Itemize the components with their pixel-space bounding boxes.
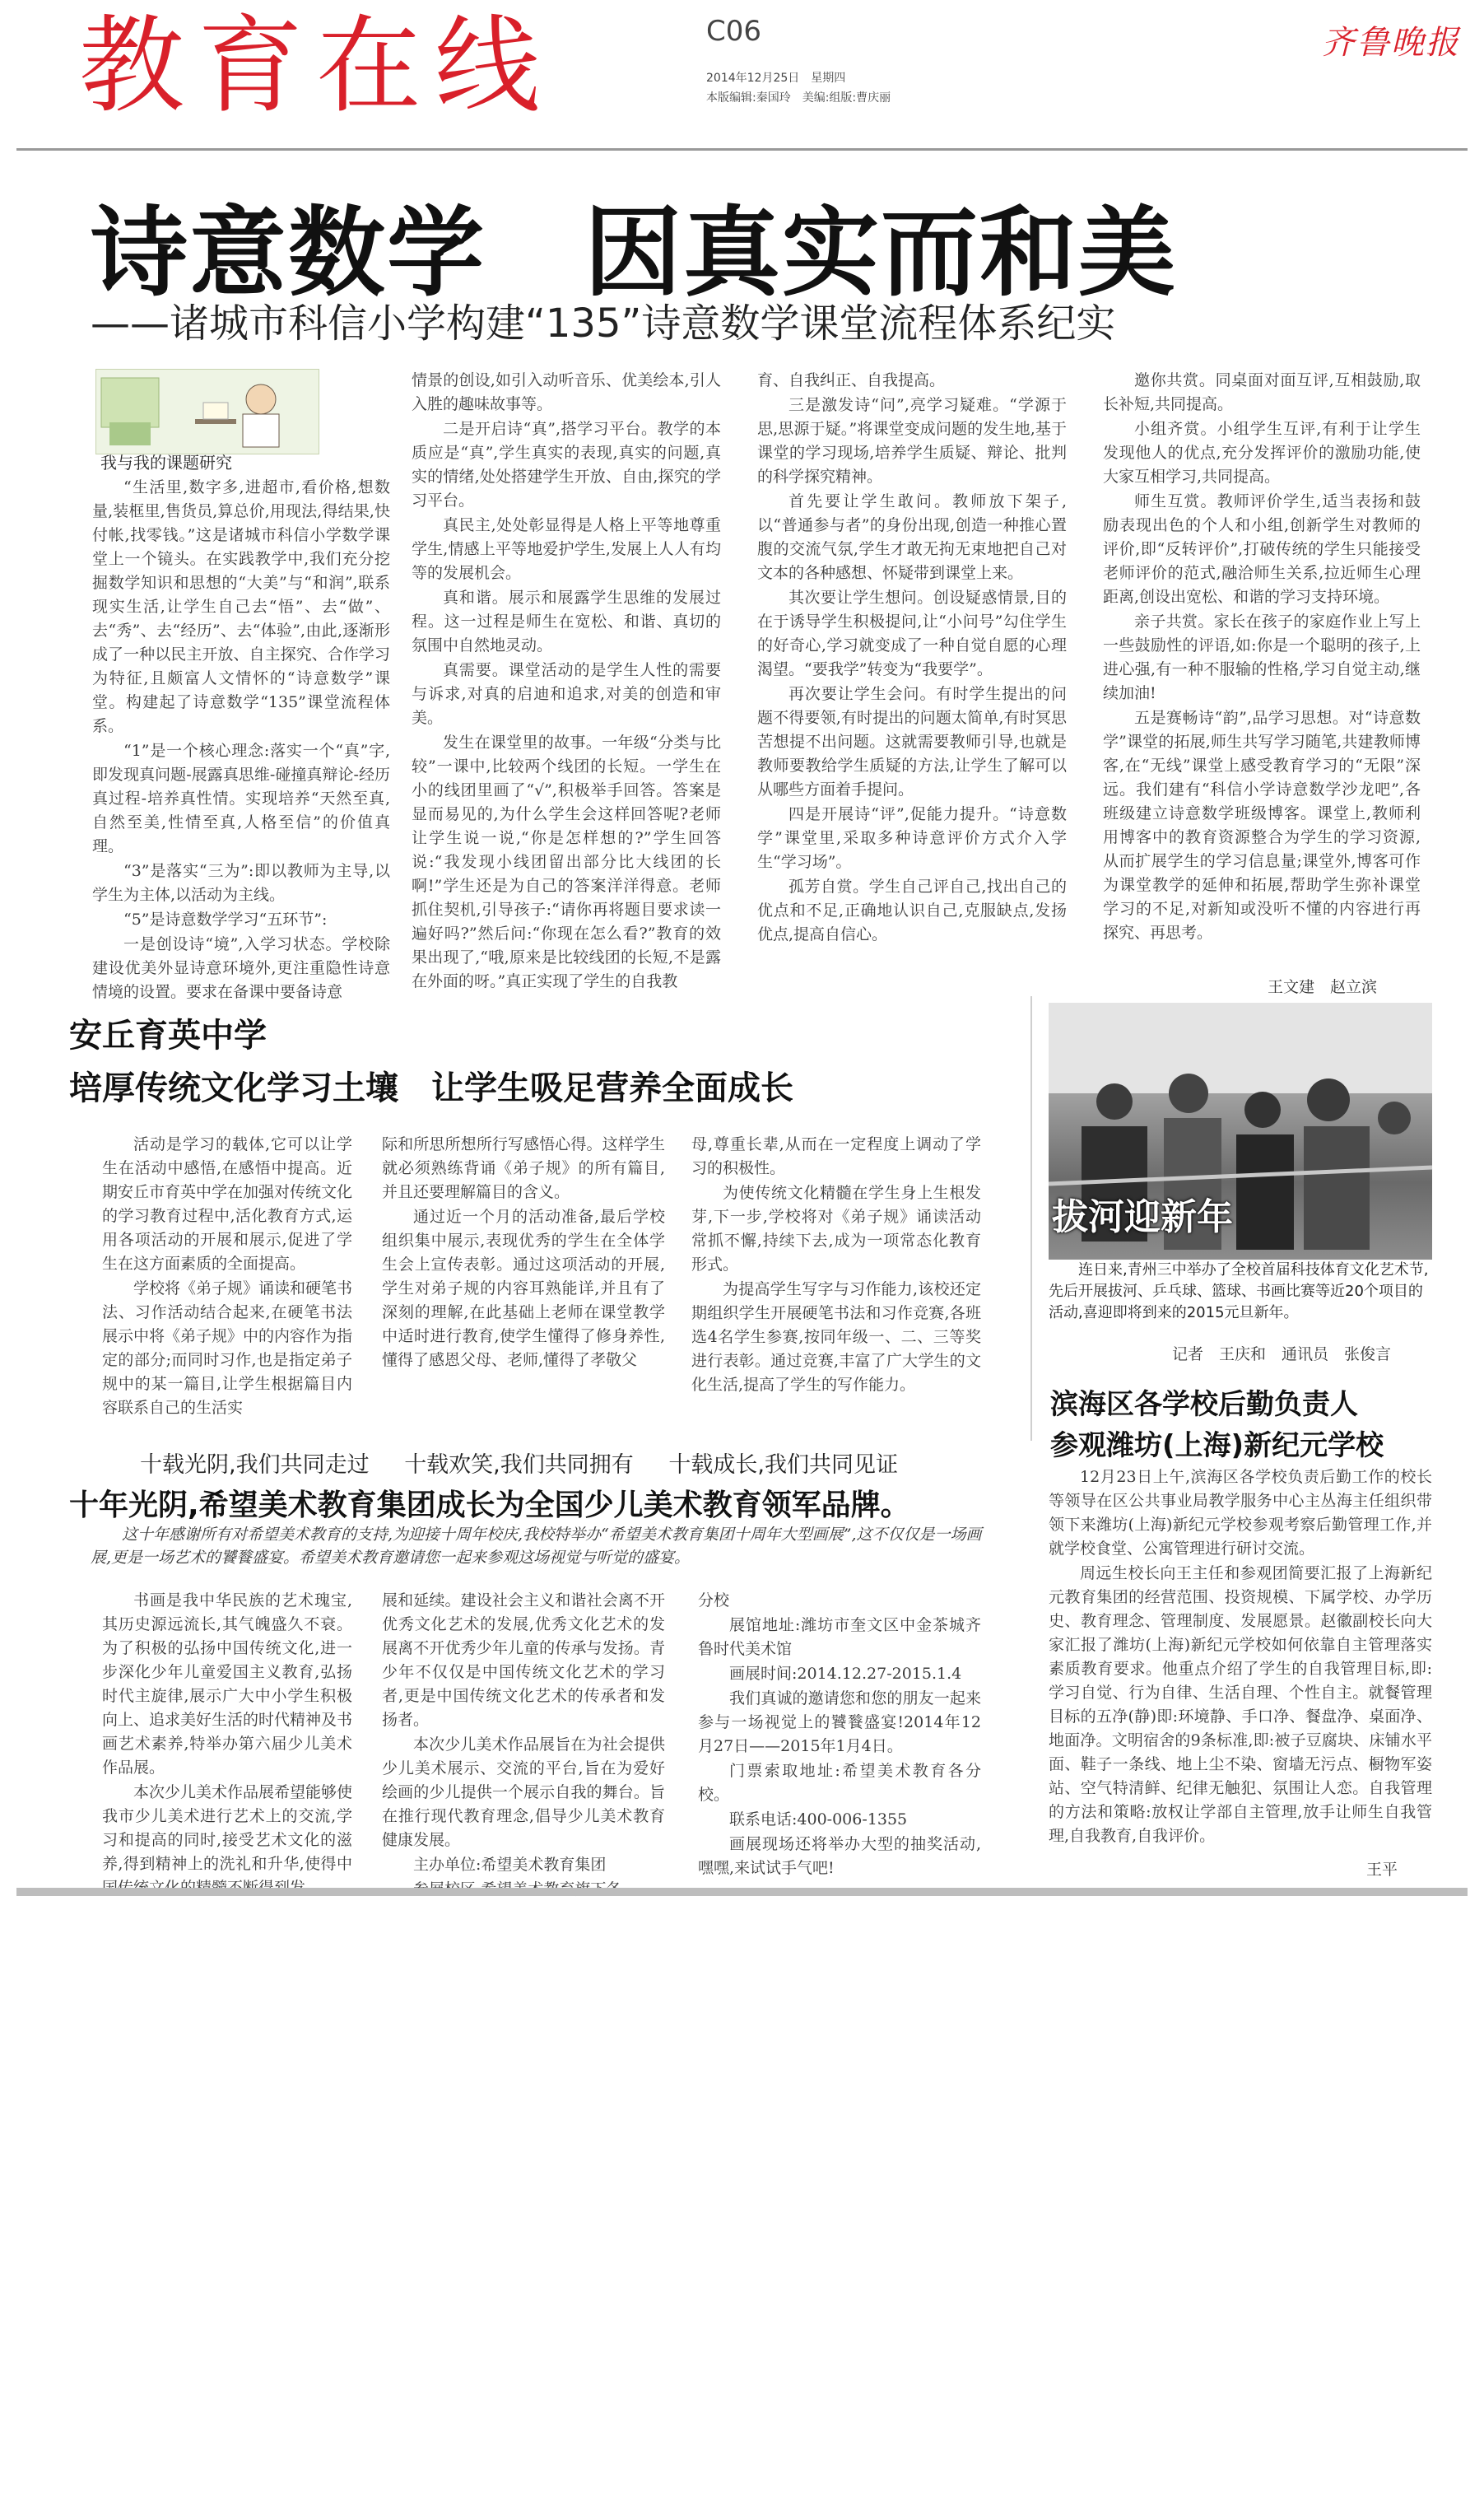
lead-byline: 王文建 赵立滨 — [1268, 978, 1378, 996]
paragraph: 际和所思所想所行写感悟心得。这样学生就必须熟练背诵《弟子规》的所有篇目,并且还要理解篇目的含义。 — [382, 1135, 665, 1201]
promo-column-3 — [698, 1589, 981, 1877]
paragraph: 门票索取地址:希望美术教育各分校。 — [698, 1762, 981, 1804]
paragraph: 本次少儿美术作品展旨在为社会提供少儿美术展示、交流的平台,旨在为爱好绘画的少儿提供一个展示自我的舞台。旨在推行现代教育理念,倡导少儿美术教育健康发展。 — [382, 1735, 665, 1849]
promo-slogan — [140, 1447, 926, 1479]
paragraph: 小组齐赏。小组学生互评,有利于让学生发现他人的优点,充分发挥评价的激励功能,使大家互相学习,共同提高。 — [1103, 420, 1421, 486]
paragraph: 12月23日上午,滨海区各学校负责后勤工作的校长等领导在区公共事业局教学服务中心主丛海主任组织带领下来潍坊(上海)新纪元学校参观考察后勤管理工作,并就学校食堂、公寓管理进行研讨交流。 — [1049, 1468, 1432, 1558]
binhai-body — [1049, 1465, 1432, 1852]
page-number: C06 — [706, 15, 762, 48]
paragraph: 学校将《弟子规》诵读和硬笔书法、习作活动结合起来,在硬笔书法展示中将《弟子规》中的内容作为指定的部分;而同时习作,也是指定弟子规中的某一篇目,让学生根据篇目内容联系自己的生活实 — [102, 1279, 353, 1417]
paragraph: 通过近一个月的活动准备,最后学校组织集中展示,表现优秀的学生在全体学生会上宣传表彰。通过这项活动的开展,学生对弟子规的内容耳熟能详,并且有了深刻的理解,在此基础上老师在课堂教学中适时进行教育,使学生懂得了修身养性,懂得了感恩父母、老师,懂得了孝敬父 — [382, 1208, 665, 1369]
paragraph: 师生互赏。教师评价学生,适当表扬和鼓励表现出色的个人和小组,创新学生对教师的评价,即“反转评价”,打破传统的学生只能接受老师评价的范式,融洽师生关系,拉近师生心理距离,创设出宽松、和谐的学习支持环境。 — [1103, 492, 1421, 606]
research-illustration — [95, 369, 319, 454]
binhai-byline: 王平 — [1366, 1861, 1398, 1879]
paragraph: 活动是学习的载体,它可以让学生在活动中感悟,在感悟中提高。近期安丘市育英中学在加强对传统文化的学习教育过程中,活化教育方式,运用各项活动的开展和展示,促进了学生在这方面素质的全面提高。 — [102, 1135, 353, 1273]
paragraph: 再次要让学生会问。有时学生提出的问题不得要领,有时提出的问题太简单,有时冥思苦想提不出问题。这就需要教师引导,也就是教师要教给学生质疑的方法,让学生了解可以从哪些方面着手提问。 — [757, 685, 1067, 799]
paragraph: 二是开启诗“真”,搭学习平台。教学的本质应是“真”,学生真实的表现,真实的问题,真实的情绪,处处搭建学生开放、自由,探究的学习平台。 — [412, 420, 721, 510]
paragraph: 书画是我中华民族的艺术瑰宝,其历史源远流长,其气魄盛久不衰。为了积极的弘扬中国传统文化,进一步深化少年儿童爱国主义教育,弘扬时代主旋律,展示广大中小学生积极向上、追求美好生活的时代精神及书画艺术素养,特举办第六届少儿美术作品展。 — [102, 1591, 353, 1777]
lead-subhead: ——诸城市科信小学构建“135”诗意数学课堂流程体系纪实 — [91, 300, 1116, 347]
paragraph: 首先要让学生敢问。教师放下架子,以“普通参与者”的身份出现,创造一种推心置腹的交流气氛,学生才敢无拘无束地把自己对文本的各种感想、怀疑带到课堂上来。 — [757, 492, 1067, 582]
paragraph: 真民主,处处彰显得是人格上平等地尊重学生,情感上平等地爱护学生,发展上人人有均等的发展机会。 — [412, 516, 721, 582]
paragraph: 展馆地址:潍坊市奎文区中金茶城齐鲁时代美术馆 — [698, 1616, 981, 1658]
anqiu-title-line1: 安丘育英中学 — [69, 1017, 267, 1055]
paragraph: 分校 — [698, 1591, 730, 1610]
slogan-part: 十载欢笑,我们共同拥有 — [404, 1452, 634, 1478]
promo-column-2 — [382, 1589, 665, 1874]
paragraph: “3”是落实“三为”:即以教师为主导,以学生为主体,以活动为主线。 — [92, 862, 390, 904]
promo-intro: 这十年感谢所有对希望美术教育的支持,为迎接十周年校庆,我校特举办“希望美术教育集团十周年大型画展”,这不仅仅是一场画展,更是一场艺术的饕餮盛宴。希望美术教育邀请您一起来参观这场视觉与听觉的盛宴。 — [91, 1526, 982, 1567]
paragraph: 周远生校长向王主任和参观团简要汇报了上海新纪元教育集团的经营范围、投资规模、下属学校、办学历史、教育理念、管理制度、发展愿景。赵徽副校长向大家汇报了潍坊(上海)新纪元学校如何依靠自主管理落实素质教育要求。他重点介绍了学生的自我管理目标,即:学习自觉、行为自律、生活自理、个性自主。就餐管理目标的五净(静)即:环境静、手口净、餐盘净、桌面净、地面净。文明宿舍的9条标准,即:被子豆腐块、床铺水平面、鞋子一条线、地上尘不染、窗墙无污点、橱物军姿站、空气特清鲜、纪律无触犯、氛围让人恋。自我管理的方法和策略:放权让学部自主管理,放手让师生自我管理,自我教育,自我评价。 — [1049, 1564, 1432, 1845]
section-title: 教育在线 — [79, 5, 554, 128]
binhai-title-line2: 参观潍坊(上海)新纪元学校 — [1050, 1429, 1384, 1462]
lead-headline: 诗意数学 因真实而和美 — [91, 196, 1178, 310]
paragraph: 联系电话:400-006-1355 — [729, 1810, 908, 1829]
promo-headline: 十年光阴,希望美术教育集团成长为全国少儿美术教育领军品牌。 — [69, 1488, 910, 1522]
bottom-divider — [16, 1888, 1468, 1896]
paragraph: 其次要让学生想问。创设疑惑情景,目的在于诱导学生积极提问,让“小问号”勾住学生的好奇心,学习就变成了一种自觉自愿的心理渴望。“要我学”转变为“我要学”。 — [757, 589, 1067, 678]
paragraph: 本次少儿美术作品展希望能够使我市少儿美术进行艺术上的交流,学习和提高的同时,接受艺术文化的滋养,得到精神上的洗礼和升华,使得中 — [102, 1783, 353, 1873]
paragraph: 五是赛畅诗“韵”,品学习思想。对“诗意数学”课堂的拓展,师生共写学习随笔,共建教师博客,在“无线”课堂上感受教育学习的“无限”深远。我们建有“科信小学诗意数学沙龙吧”,各班级建立诗意数学班级博客。课堂上,教师利用博客中的教育资源整合为学生的学习资源,从而扩展学生的学习信息量;课堂外,博客可作为课堂教学的延伸和拓展,帮助学生弥补课堂学习的不足,对新知或没听不懂的内容进行再探究、再思考。 — [1103, 709, 1421, 942]
editor-line: 本版编辑:秦国玲 美编:组版:曹庆丽 — [706, 91, 891, 105]
paragraph: 我们真诚的邀请您和您的朋友一起来参与一场视觉上的饕餮盛宴!2014年12月27日——2015年1月4日。 — [698, 1689, 981, 1755]
paragraph: “生活里,数字多,进超市,看价格,想数量,装框里,售货员,算总价,用现法,得结果,快付帐,找零钱。”这是诸城市科信小学数学课堂上一个镜头。在实践教学中,我们充分挖掘数学知识和思想的“大美”与“和润”,联系现实生活,让学生自己去“悟”、去“做”、去“秀”、去“经历”、去“体验”,由此,逐渐形成了一种以民主开放、自主探究、合作学习为特征,且颇富人文情怀的“诗意数学”课堂。构建起了诗意数学“135”课堂流程体系。 — [92, 478, 390, 735]
paragraph: 孤芳自赏。学生自己评自己,找出自己的优点和不足,正确地认识自己,克服缺点,发扬优点,提高自信心。 — [757, 878, 1067, 943]
photo-byline: 记者 王庆和 通讯员 张俊言 — [1172, 1345, 1392, 1363]
paragraph: “1”是一个核心理念:落实一个“真”字,即发现真问题-展露真思维-碰撞真辩论-经历真过程-培养真性情。实现培养“天然至真,自然至美,性情至真,人格至信”的价值真理。 — [92, 742, 390, 855]
slogan-part: 十载光阴,我们共同走过 — [140, 1452, 370, 1478]
binhai-title-line1: 滨海区各学校后勤负责人 — [1050, 1388, 1358, 1421]
illustration-label: 我与我的课题研究 — [100, 453, 232, 473]
lead-column-1 — [92, 476, 390, 1001]
paragraph: 展和延续。建设社会主义和谐社会离不开优秀文化艺术的发展,优秀文化艺术的发展离不开优秀少年儿童的传承与发扬。青少年不仅仅是中国传统文化艺术的学习者,更是中国传统文化艺术的传承者和发扬者。 — [382, 1591, 665, 1729]
date-line: 2014年12月25日 星期四 — [706, 72, 846, 85]
slogan-part: 十载成长,我们共同见证 — [668, 1452, 898, 1478]
paragraph: 情景的创设,如引入动听音乐、优美绘本,引人入胜的趣味故事等。 — [412, 371, 721, 413]
teacher-cartoon-icon — [96, 370, 320, 455]
anqiu-column-2 — [382, 1133, 665, 1413]
paragraph: 育、自我纠正、自我提高。 — [757, 371, 946, 389]
promo-column-1 — [102, 1589, 353, 1873]
paragraph: 邀你共赏。同桌面对面互评,互相鼓励,取长补短,共同提高。 — [1103, 371, 1421, 413]
paragraph: 四是开展诗“评”,促能力提升。“诗意数学”课堂里,采取多种诗意评价方式介入学生“学习场”。 — [757, 805, 1067, 871]
paragraph: 真需要。课堂活动的是学生人性的需要与诉求,对真的启迪和追求,对美的创造和审美。 — [412, 661, 721, 727]
paragraph: 主办单位:希望美术教育集团 — [413, 1856, 607, 1874]
lead-column-3 — [757, 369, 1067, 943]
lead-column-4 — [1103, 369, 1421, 942]
paragraph: 母,尊重长辈,从而在一定程度上调动了学习的积极性。 — [691, 1135, 981, 1177]
paragraph: 画展现场还将举办大型的抽奖活动,嘿嘿,来试试手气吧! — [698, 1835, 981, 1877]
lead-column-2 — [412, 369, 721, 990]
paragraph: 亲子共赏。家长在孩子的家庭作业上写上一些鼓励性的评语,如:你是一个聪明的孩子,上进心强,有一种不服输的性格,学习自觉主动,继续加油! — [1103, 613, 1421, 702]
paragraph: 为使传统文化精髓在学生身上生根发芽,下一步,学校将对《弟子规》诵读活动常抓不懈,持续下去,成为一项常态化教育形式。 — [691, 1184, 981, 1274]
masthead-divider — [16, 148, 1468, 151]
photo-label: 拔河迎新年 — [1052, 1196, 1233, 1238]
paragraph: 三是激发诗“问”,亮学习疑难。“学源于思,思源于疑。”将课堂变成问题的发生地,基于课堂的学习现场,培养学生质疑、辩论、批判的科学探究精神。 — [757, 396, 1067, 486]
photo-caption: 连日来,青州三中举办了全校首届科技体育文化艺术节,先后开展拔河、乒乓球、篮球、书画比赛等近20个项目的活动,喜迎即将到来的2015元旦新年。 — [1049, 1261, 1429, 1321]
paragraph: 为提高学生写字与习作能力,该校还定期组织学生开展硬笔书法和习作竞赛,各班选4名学生参赛,按同年级一、二、三等奖进行表彰。通过竞赛,丰富了广大学生的文化生活,提高了学生的写作能力。 — [691, 1280, 981, 1394]
newspaper-logo: 齐鲁晚报 — [1322, 24, 1460, 62]
paragraph: 一是创设诗“境”,入学习状态。学校除建设优美外显诗意环境外,更注重隐性诗意情境的设置。要求在备课中要备诗意 — [92, 935, 390, 1001]
anqiu-title-line2: 培厚传统文化学习土壤 让学生吸足营养全面成长 — [69, 1069, 793, 1107]
paragraph: “5”是诗意数学学习“五环节”: — [123, 911, 328, 929]
paragraph: 画展时间:2014.12.27-2015.1.4 — [729, 1665, 962, 1683]
paragraph: 真和谐。展示和展露学生思维的发展过程。这一过程是师生在宽松、和谐、真切的氛围中自然地灵动。 — [412, 589, 721, 655]
anqiu-column-3 — [691, 1133, 981, 1413]
anqiu-column-1 — [102, 1133, 353, 1417]
column-divider — [1030, 996, 1032, 1441]
paragraph: 发生在课堂里的故事。一年级“分类与比较”一课中,比较两个线团的长短。一学生在小的线团里画了“√”,积极举手回答。答案是显而易见的,为什么学生会这样回答呢?老师让学生说一说,“你是怎样想的?”学生回答说:“我发现小线团留出部分比大线团的长啊!”学生还是为自己的答案洋洋得意。老师抓住契机,引导孩子:“请你再将题目要求读一遍好吗?”然后问:“你现在怎么看?”教育的效果出现了,“哦,原来是比较线团的长短,不是露在外面的呀。”真正实现了学生的自我教 — [412, 734, 721, 990]
